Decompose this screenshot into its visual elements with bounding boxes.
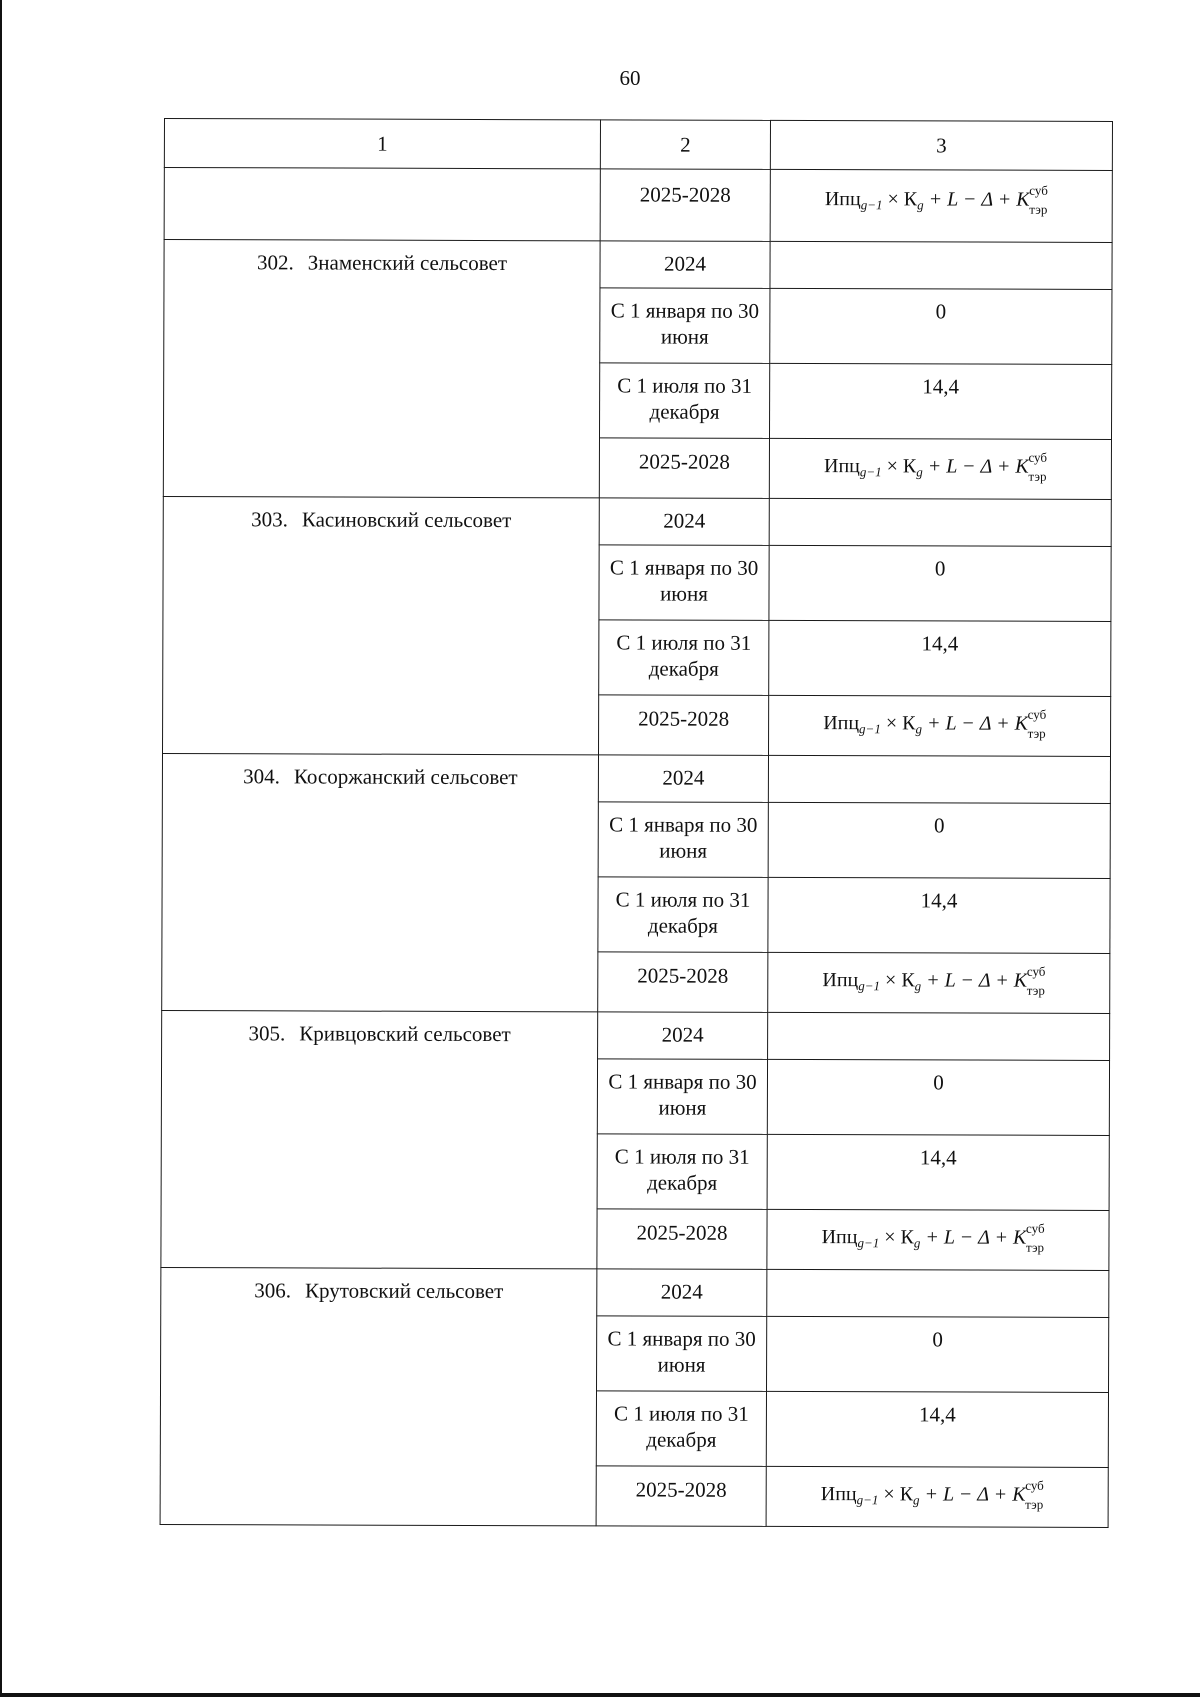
entry-number: 304. xyxy=(243,764,280,789)
period-cell: С 1 июля по 31 декабря xyxy=(596,1391,766,1467)
settlement-name: Знаменский сельсовет xyxy=(307,250,508,276)
formula-kter xyxy=(1013,963,1055,998)
empty-value-cell xyxy=(767,1269,1109,1317)
formula-kter-sup: суб xyxy=(1028,449,1048,465)
settlement-cell xyxy=(160,1267,597,1525)
entry-year-row xyxy=(164,240,1112,290)
period-cell: 2025-2028 xyxy=(596,1466,766,1527)
formula xyxy=(821,1477,1054,1514)
formula-k: К xyxy=(902,712,916,735)
value-cell: 14,4 xyxy=(768,877,1110,953)
value-cell: 0 xyxy=(767,1316,1109,1392)
formula-kter xyxy=(1016,182,1057,217)
formula-kter-sub: тэр xyxy=(1026,982,1045,998)
formula-cell xyxy=(770,169,1112,242)
formula xyxy=(824,449,1057,486)
year-cell: 2024 xyxy=(598,1012,768,1060)
continuation-row xyxy=(164,168,1112,243)
formula-k-sub: g xyxy=(917,197,924,213)
period-cell: С 1 июля по 31 декабря xyxy=(599,620,769,696)
entry-year-row xyxy=(162,753,1110,803)
settlement-name: Крутовский сельсовет xyxy=(305,1278,504,1304)
year-cell: 2024 xyxy=(599,498,769,546)
empty-value-cell xyxy=(768,1012,1110,1060)
formula-ipc: Ипц xyxy=(822,969,859,992)
formula-k-sub: g xyxy=(914,978,922,994)
period-cell: С 1 января по 30 июня xyxy=(600,288,770,364)
header-cell-3: 3 xyxy=(770,120,1112,170)
period-cell: С 1 июля по 31 декабря xyxy=(598,877,768,953)
formula xyxy=(823,706,1056,743)
formula-k-sub: g xyxy=(916,464,923,480)
formula-ipc: Ипц xyxy=(824,455,860,478)
formula-k: К xyxy=(899,1483,914,1506)
formula xyxy=(822,1220,1055,1257)
value-cell: 0 xyxy=(770,288,1112,364)
settlement-name: Кривцовский сельсовет xyxy=(299,1021,511,1047)
scan-bottom-edge xyxy=(0,1693,1200,1697)
period-cell: 2025-2028 xyxy=(599,695,769,756)
formula-times: × xyxy=(886,455,898,478)
year-cell: 2024 xyxy=(600,241,770,289)
formula-times: × xyxy=(887,188,899,211)
value-cell: 14,4 xyxy=(766,1391,1108,1467)
formula-cell xyxy=(769,438,1111,499)
formula-kter xyxy=(1015,449,1056,484)
formula-k-sub: g xyxy=(913,1492,920,1508)
formula-kter xyxy=(1012,1477,1053,1512)
formula-cell xyxy=(767,1209,1109,1270)
formula-kter-sub: тэр xyxy=(1028,468,1047,484)
formula-ipc: Ипц xyxy=(821,1226,858,1249)
formula-rest: + L − Δ + xyxy=(926,712,1010,735)
formula-kter xyxy=(1012,1220,1054,1255)
period-cell: 2025-2028 xyxy=(600,169,770,242)
period-cell: С 1 июля по 31 декабря xyxy=(599,363,769,439)
formula-times: × xyxy=(885,969,897,992)
empty-value-cell xyxy=(769,498,1111,546)
formula-ipc: Ипц xyxy=(820,1483,857,1506)
formula-kter-letter: K xyxy=(1012,1226,1027,1249)
formula-ipc-sub: g−1 xyxy=(857,1235,880,1251)
formula-kter-letter: K xyxy=(1013,969,1028,992)
formula-rest: + L − Δ + xyxy=(926,969,1009,992)
settlement-name: Косоржанский сельсовет xyxy=(293,764,518,790)
period-cell: С 1 января по 30 июня xyxy=(597,1316,767,1392)
formula-ipc-sub: g−1 xyxy=(858,978,881,994)
scan-left-edge xyxy=(0,0,2,1697)
formula-cell xyxy=(766,1466,1108,1527)
formula-kter-sub: тэр xyxy=(1025,1239,1045,1255)
period-cell: 2025-2028 xyxy=(599,438,769,499)
period-cell: С 1 июля по 31 декабря xyxy=(597,1134,767,1210)
settlement-cell xyxy=(161,1010,598,1268)
entry-year-row xyxy=(163,496,1111,546)
formula-kter xyxy=(1014,706,1056,741)
value-cell: 0 xyxy=(768,802,1110,878)
formula-k: К xyxy=(900,1226,914,1249)
year-cell: 2024 xyxy=(597,1269,767,1317)
formula-kter-sup: суб xyxy=(1025,1477,1044,1493)
formula-kter-letter: K xyxy=(1016,188,1030,211)
empty-value-cell xyxy=(768,755,1110,803)
period-cell: С 1 января по 30 июня xyxy=(597,1059,767,1135)
formula-rest: + L − Δ + xyxy=(928,188,1012,211)
formula-ipc-sub: g−1 xyxy=(859,464,882,480)
settlement-cell xyxy=(163,496,600,754)
formula-rest: + L − Δ + xyxy=(927,455,1011,478)
period-cell: С 1 января по 30 июня xyxy=(599,545,769,621)
header-cell-1: 1 xyxy=(164,119,600,169)
value-cell: 14,4 xyxy=(767,1134,1109,1210)
formula xyxy=(822,963,1055,1000)
formula-kter-sub: тэр xyxy=(1027,725,1046,741)
formula-k: К xyxy=(902,455,917,478)
value-cell: 14,4 xyxy=(769,363,1111,439)
formula-kter-letter: K xyxy=(1012,1483,1026,1506)
formula-cell xyxy=(768,952,1110,1013)
tariff-table xyxy=(160,118,1113,1528)
entry-year-row xyxy=(161,1267,1109,1317)
header-row xyxy=(164,119,1112,171)
formula-kter-sup: суб xyxy=(1026,963,1046,979)
formula-k-sub: g xyxy=(915,721,922,737)
empty-cell xyxy=(164,168,600,241)
formula-times: × xyxy=(884,1226,896,1249)
entry-number: 305. xyxy=(248,1021,286,1046)
settlement-cell xyxy=(163,240,600,498)
year-cell: 2024 xyxy=(598,755,768,803)
formula-kter-sup: суб xyxy=(1029,182,1048,198)
formula xyxy=(825,182,1058,219)
entry-number: 306. xyxy=(254,1278,292,1303)
settlement-name: Касиновский сельсовет xyxy=(301,507,512,533)
formula-times: × xyxy=(885,712,898,735)
formula-ipc-sub: g−1 xyxy=(856,1492,879,1508)
formula-k-sub: g xyxy=(913,1235,921,1251)
page-number: 60 xyxy=(619,66,641,90)
formula-kter-sub: тэр xyxy=(1025,1496,1044,1512)
formula-k: К xyxy=(901,969,915,992)
formula-ipc-sub: g−1 xyxy=(860,197,883,213)
header-cell-2: 2 xyxy=(600,120,770,170)
formula-rest: + L − Δ + xyxy=(925,1226,1009,1249)
settlement-cell xyxy=(162,753,599,1011)
formula-k: К xyxy=(903,188,918,211)
formula-kter-letter: K xyxy=(1014,712,1029,735)
entry-number: 303. xyxy=(251,507,288,532)
value-cell: 0 xyxy=(769,545,1111,621)
period-cell: 2025-2028 xyxy=(598,952,768,1013)
formula-cell xyxy=(769,695,1111,756)
formula-times: × xyxy=(883,1483,895,1506)
formula-kter-letter: K xyxy=(1015,455,1029,478)
period-cell: С 1 января по 30 июня xyxy=(598,802,768,878)
formula-ipc-sub: g−1 xyxy=(859,721,881,737)
empty-value-cell xyxy=(770,241,1112,289)
formula-ipc: Ипц xyxy=(824,188,861,211)
formula-kter-sup: суб xyxy=(1026,1220,1045,1236)
entry-year-row xyxy=(162,1010,1110,1060)
formula-rest: + L − Δ + xyxy=(924,1483,1008,1506)
value-cell: 0 xyxy=(767,1059,1109,1135)
period-cell: 2025-2028 xyxy=(597,1209,767,1270)
formula-kter-sup: суб xyxy=(1027,706,1047,722)
formula-ipc: Ипц xyxy=(823,712,860,735)
entry-number: 302. xyxy=(257,250,294,275)
formula-kter-sub: тэр xyxy=(1029,201,1048,217)
value-cell: 14,4 xyxy=(769,620,1111,696)
